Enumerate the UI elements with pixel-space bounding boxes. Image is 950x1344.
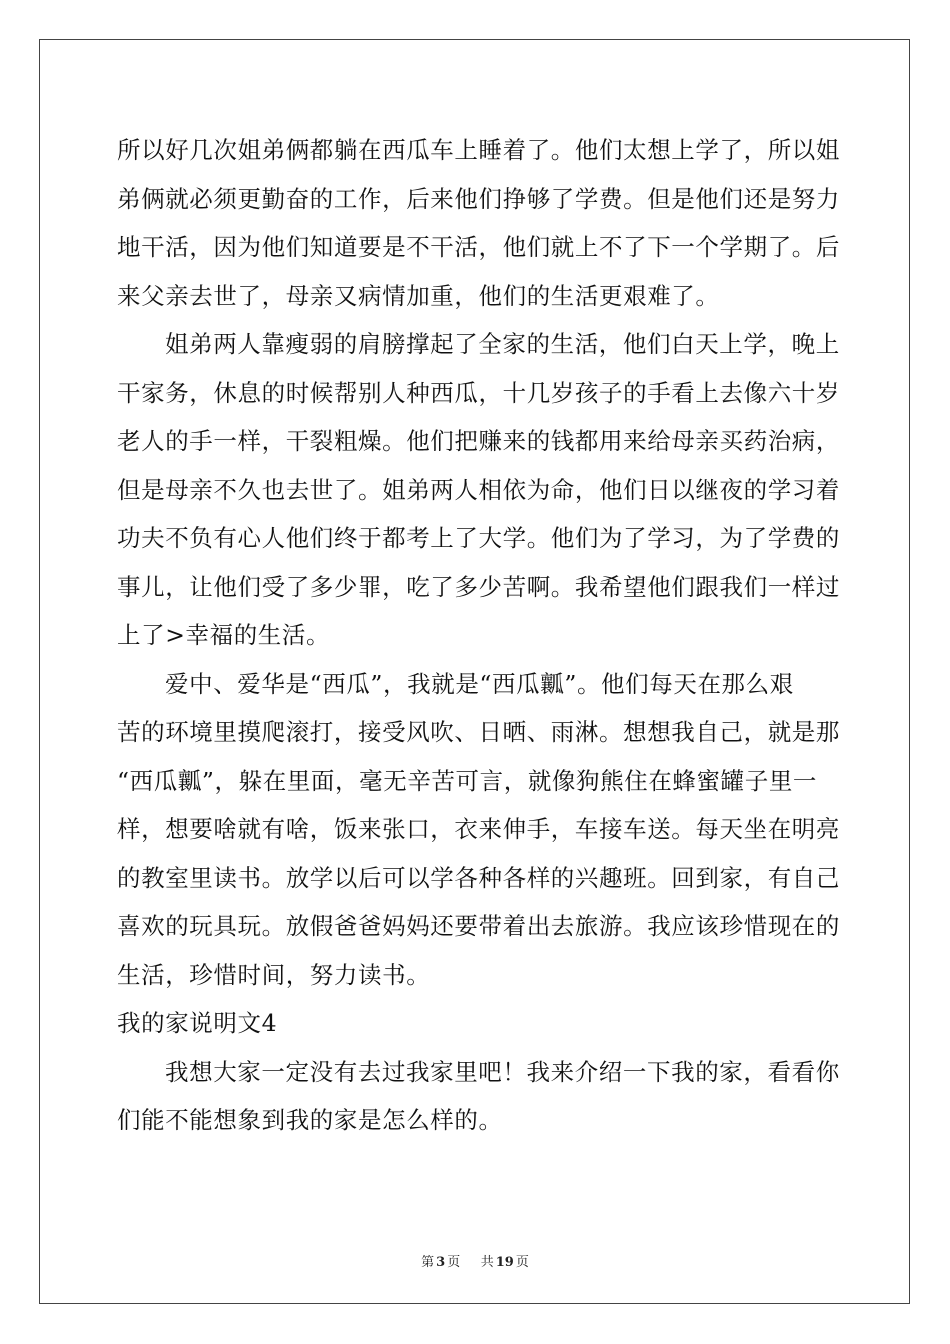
text-line: 我想大家一定没有去过我家里吧！我来介绍一下我的家，看看你 [165, 1057, 840, 1086]
footer-total-suffix: 页 [515, 1255, 529, 1270]
text-line: 但是母亲不久也去世了。姐弟两人相依为命，他们日以继夜的学习着 [117, 475, 840, 504]
text-line: 姐弟两人靠瘦弱的肩膀撑起了全家的生活，他们白天上学，晚上 [165, 330, 840, 358]
paragraph-3 [117, 660, 840, 1000]
text-line: 干家务，休息的时候帮别人种西瓜，十几岁孩子的手看上去像六十岁 [117, 378, 840, 407]
text-line: 地干活，因为他们知道要是不干活，他们就上不了下一个学期了。后 [117, 233, 840, 261]
paragraph-4 [117, 1048, 840, 1145]
page-footer [0, 1251, 950, 1270]
text-line: 功夫不负有心人他们终于都考上了大学。他们为了学习，为了学费的 [117, 524, 840, 552]
text-line: 样，想要啥就有啥，饭来张口，衣来伸手，车接车送。每天坐在明亮 [117, 815, 840, 843]
footer-total-pages: 19 [495, 1255, 514, 1270]
footer-prefix: 第 [421, 1255, 435, 1270]
text-line: 们能不能想象到我的家是怎么样的。 [117, 1106, 503, 1134]
paragraph-2 [117, 320, 840, 660]
section-title: 我的家说明文4 [117, 1009, 278, 1037]
text-line: 老人的手一样，干裂粗燥。他们把赚来的钱都用来给母亲买药治病， [117, 427, 840, 455]
text-line: 事儿，让他们受了多少罪，吃了多少苦啊。我希望他们跟我们一样过 [117, 572, 840, 601]
document-body [117, 126, 840, 1145]
text-line: 爱中、爱华是“西瓜”，我就是“西瓜瓤”。他们每天在那么艰 [165, 669, 794, 698]
footer-page-suffix: 页 [447, 1255, 461, 1270]
footer-total-prefix: 共 [480, 1255, 494, 1270]
text-line: 生活，珍惜时间，努力读书。 [117, 960, 431, 989]
text-line: 苦的环境里摸爬滚打，接受风吹、日晒、雨淋。想想我自己，就是那 [117, 718, 840, 746]
text-line: 弟俩就必须更勤奋的工作，后来他们挣够了学费。但是他们还是努力 [117, 184, 840, 213]
paragraph-1 [117, 126, 840, 320]
text-line: 喜欢的玩具玩。放假爸爸妈妈还要带着出去旅游。我应该珍惜现在的 [117, 912, 840, 940]
text-line: 来父亲去世了，母亲又病情加重，他们的生活更艰难了。 [117, 281, 720, 310]
text-line: 上了>幸福的生活。 [117, 621, 331, 649]
text-line: 所以好几次姐弟俩都躺在西瓜车上睡着了。他们太想上学了，所以姐 [117, 136, 840, 164]
footer-page-number: 3 [436, 1255, 446, 1270]
text-line: 的教室里读书。放学以后可以学各种各样的兴趣班。回到家，有自己 [117, 863, 840, 892]
text-line: “西瓜瓤”，躲在里面，毫无辛苦可言，就像狗熊住在蜂蜜罐子里一 [117, 766, 818, 795]
